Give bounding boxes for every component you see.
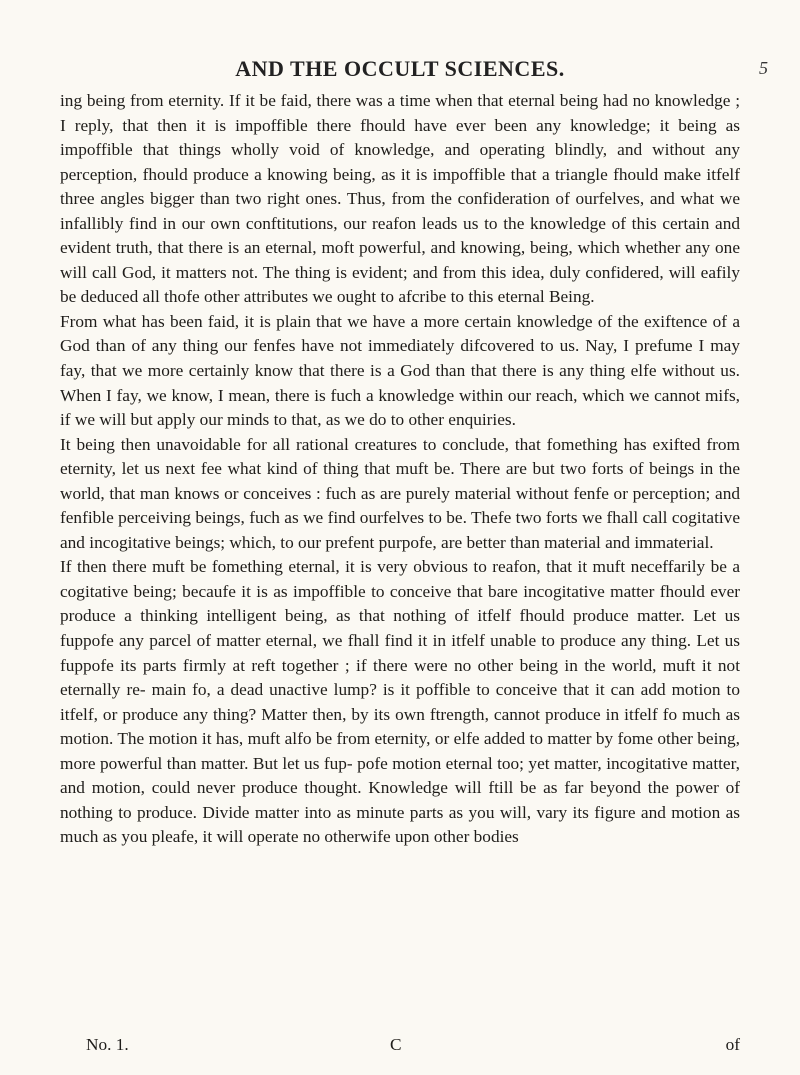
signature-mark: No. 1. <box>86 1035 129 1054</box>
running-head <box>60 56 768 86</box>
catchword: of <box>725 1035 740 1054</box>
paragraph-2: From what has been faid, it is plain that we have a more certain knowledge of the exiftence of a God than of any thing our fenfes have not immediately difcovered to us. Nay, I prefume I may fay, that we more certainly know that there is a God than that there is any thing elfe without us. When I fay, we know, I mean, there is fuch a knowledge within our reach, which we cannot mifs, if we will but apply our minds to that, as we do to other enquiries. <box>60 311 740 430</box>
catchline <box>60 1035 740 1059</box>
signature-letter: C <box>390 1035 402 1054</box>
page-number: 5 <box>759 58 768 78</box>
paragraph-3: It being then unavoidable for all rational creatures to conclude, that fomething has exifted from eternity, let us next fee what kind of thing that muft be. There are but two forts of beings in the world, that man knows or conceives : fuch as are purely material without fenfe or perception; and fenfible perceiving beings, fuch as we find ourfelves to be. Thefe two forts we fhall call cogitative and incogitative beings; which, to our prefent purpofe, are better than material and immaterial. <box>60 434 740 552</box>
body-text <box>60 89 740 850</box>
paragraph-4: If then there muft be fomething eternal, it is very obvious to reafon, that it muft neceffarily be a cogitative being; becaufe it is as impoffible to conceive that bare incogitative matter fhould ever produce a thinking intelligent being, as that nothing of itfelf fhould produce matter. Let us fuppofe any parcel of matter eternal, we fhall find it in itfelf unable to produce any thing. Let us fuppofe its parts firmly at reft together ; if there were no other being in the world, muft it not eternally re- main fo, a dead unactive lump? is it poffible to conceive that it can add motion to itfelf, or produce any thing? Matter then, by its own ftrength, cannot produce in itfelf fo much as motion. The motion it has, muft alfo be from eternity, or elfe added to matter by fome other being, more powerful than matter. But let us fup- pofe motion eternal too; yet matter, incogitative matter, and motion, could never produce thought. Knowledge will ftill be as far beyond the power of nothing to produce. Divide matter into as minute parts as you will, vary its figure and motion as much as you pleafe, it will operate no otherwife upon other bodies <box>60 557 740 847</box>
running-title: AND THE OCCULT SCIENCES. <box>235 56 565 81</box>
paragraph-1: ing being from eternity. If it be faid, there was a time when that eternal being had no knowledge ; I reply, that then it is impoffible there fhould have ever been any knowledge; it being as impoffible that things wholly void of knowledge, and operating blindly, and without any perception, fhould produce a knowing being, as it is impoffible that a triangle fhould make itfelf three angles bigger than two right ones. Thus, from the confideration of ourfelves, and what we infallibly find in our own conftitutions, our reafon leads us to the knowledge of this certain and evident truth, that there is an eternal, moft powerful, and knowing, being, which whether any one will call God, it matters not. The thing is evident; and from this idea, duly confidered, will eafily be deduced all thofe other attributes we ought to afcribe to this eternal Being. <box>60 91 740 307</box>
